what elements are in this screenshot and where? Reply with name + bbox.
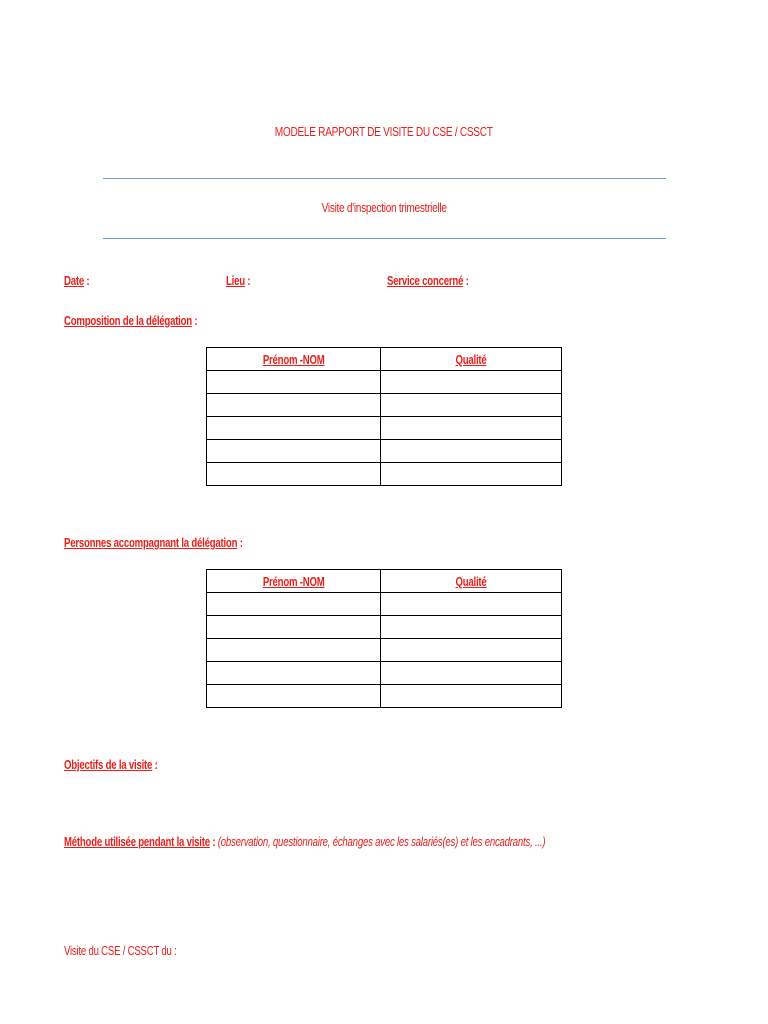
- top-divider: [103, 178, 666, 179]
- service-field-label: Service concerné :: [387, 273, 469, 288]
- table-cell-name[interactable]: [207, 394, 381, 417]
- table-cell-qualite[interactable]: [380, 417, 561, 440]
- table-row: [207, 593, 562, 616]
- column-header-name: Prénom -NOM: [207, 570, 381, 593]
- table-cell-qualite[interactable]: [380, 371, 561, 394]
- table-row: [207, 394, 562, 417]
- table-row: [207, 440, 562, 463]
- column-header-qualite: Qualité: [380, 570, 561, 593]
- methode-hint: (observation, questionnaire, échanges avec les salariés(es) et les encadrants, ...): [217, 834, 546, 849]
- date-field-label: Date :: [64, 273, 90, 288]
- table-cell-name[interactable]: [207, 593, 381, 616]
- table-cell-qualite[interactable]: [380, 662, 561, 685]
- table-row: [207, 463, 562, 486]
- composition-label: Composition de la délégation :: [64, 313, 198, 328]
- composition-table: [206, 347, 562, 486]
- table-cell-name[interactable]: [207, 639, 381, 662]
- bottom-divider: [103, 238, 666, 239]
- table-cell-qualite[interactable]: [380, 463, 561, 486]
- column-header-name: Prénom -NOM: [207, 348, 381, 371]
- table-cell-qualite[interactable]: [380, 616, 561, 639]
- document-title: MODELE RAPPORT DE VISITE DU CSE / CSSCT: [275, 124, 493, 139]
- table-row: [207, 417, 562, 440]
- table-cell-qualite[interactable]: [380, 440, 561, 463]
- table-cell-name[interactable]: [207, 685, 381, 708]
- table-cell-name[interactable]: [207, 440, 381, 463]
- accompagnants-table: [206, 569, 562, 708]
- table-row: [207, 616, 562, 639]
- document-subtitle: Visite d'inspection trimestrielle: [321, 200, 447, 215]
- visite-du-label: Visite du CSE / CSSCT du :: [64, 943, 177, 958]
- table-cell-name[interactable]: [207, 371, 381, 394]
- table-cell-qualite[interactable]: [380, 639, 561, 662]
- table-cell-name[interactable]: [207, 417, 381, 440]
- table-cell-qualite[interactable]: [380, 394, 561, 417]
- accompagnants-label: Personnes accompagnant la délégation :: [64, 535, 243, 550]
- table-row: [207, 662, 562, 685]
- table-cell-qualite[interactable]: [380, 685, 561, 708]
- methode-label: Méthode utilisée pendant la visite : (observation, questionnaire, échanges avec les salariés(es) et les encadrants, ...): [64, 834, 546, 849]
- table-row: [207, 639, 562, 662]
- table-header-row: [207, 570, 562, 593]
- lieu-field-label: Lieu :: [226, 273, 251, 288]
- column-header-qualite: Qualité: [380, 348, 561, 371]
- table-cell-qualite[interactable]: [380, 593, 561, 616]
- table-row: [207, 685, 562, 708]
- table-row: [207, 371, 562, 394]
- table-cell-name[interactable]: [207, 662, 381, 685]
- table-cell-name[interactable]: [207, 463, 381, 486]
- table-cell-name[interactable]: [207, 616, 381, 639]
- objectifs-label: Objectifs de la visite :: [64, 757, 158, 772]
- table-header-row: [207, 348, 562, 371]
